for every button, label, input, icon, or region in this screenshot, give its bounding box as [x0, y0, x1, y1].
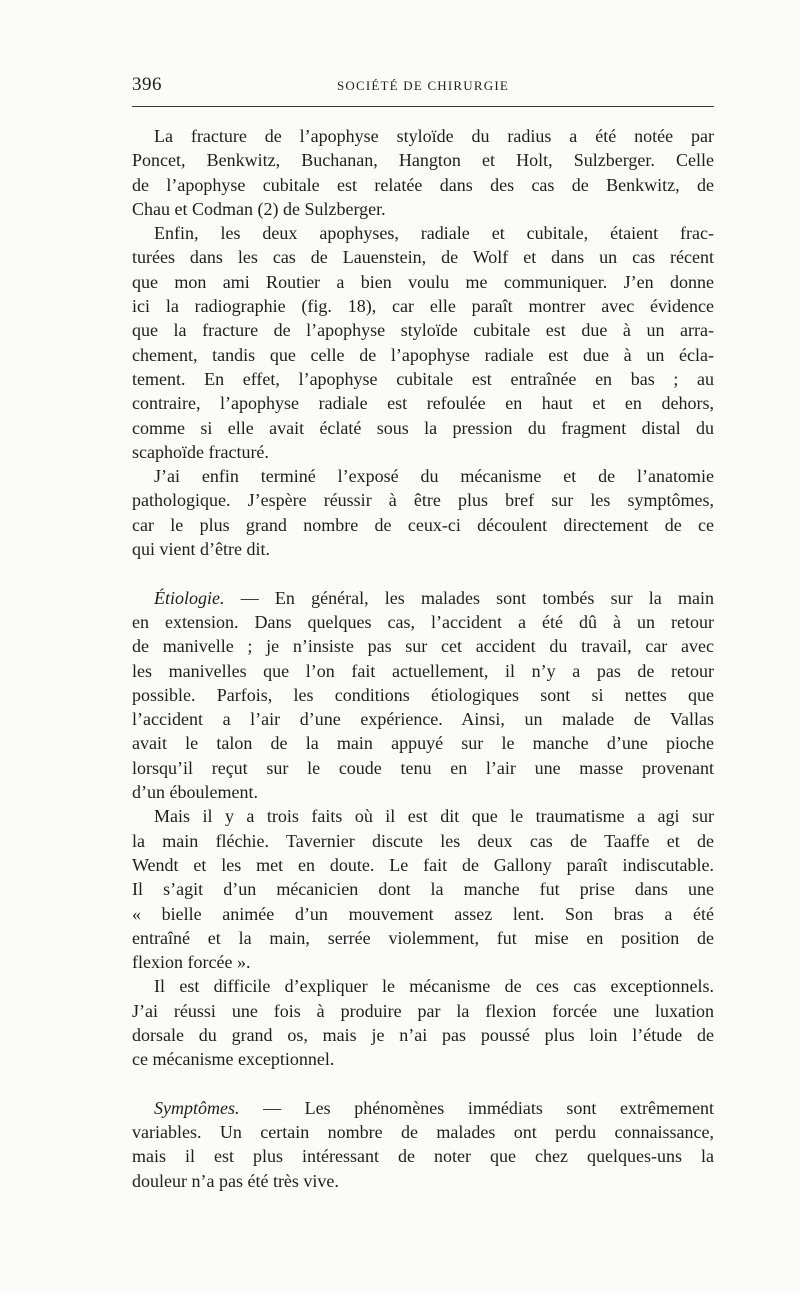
paragraph: [132, 221, 714, 464]
text-line: ici la radiographie (fig. 18), car elle paraît montrer avec évidence: [132, 296, 714, 317]
text-line: l’accident a l’air d’une expérience. Ainsi, un malade de Vallas: [132, 709, 714, 730]
text-line: J’ai réussi une fois à produire par la flexion forcée une luxation: [132, 1000, 714, 1021]
section-etiologie: [132, 586, 714, 805]
text-line: scaphoïde fracturé.: [132, 441, 269, 462]
text-line: turées dans les cas de Lauenstein, de Wolf et dans un cas récent: [132, 247, 714, 268]
text-line: comme si elle avait éclaté sous la pression du fragment distal du: [132, 417, 714, 438]
text-line: Wendt et les met en doute. Le fait de Gallony paraît indiscutable.: [132, 854, 714, 875]
running-head: [132, 70, 714, 100]
section-spacer: [132, 561, 714, 585]
text-line: de l’apophyse cubitale est relatée dans des cas de Benkwitz, de: [132, 174, 714, 195]
text-line: J’ai enfin terminé l’exposé du mécanisme et de l’anatomie: [154, 466, 714, 487]
paragraph: [132, 804, 714, 974]
section-heading: Symptômes.: [154, 1097, 240, 1118]
text-line: dorsale du grand os, mais je n’ai pas poussé plus loin l’étude de: [132, 1024, 714, 1045]
text-line: ce mécanisme exceptionnel.: [132, 1049, 335, 1070]
text-line: mais il est plus intéressant de noter que chez quelques-uns la: [132, 1146, 714, 1167]
body-text: [132, 124, 714, 1193]
text-line: entraîné et la main, serrée violemment, fut mise en position de: [132, 927, 714, 948]
text-line: de manivelle ; je n’insiste pas sur cet accident du travail, car avec: [132, 636, 714, 657]
line-text: — Les phénomènes immédiats sont extrêmement: [239, 1097, 714, 1118]
text-line: pathologique. J’espère réussir à être plus bref sur les symptômes,: [132, 490, 714, 511]
text-line: tement. En effet, l’apophyse cubitale est entraînée en bas ; au: [132, 368, 714, 389]
text-line: Il est difficile d’expliquer le mécanisme de ces cas exceptionnels.: [154, 976, 714, 997]
text-line: Enfin, les deux apophyses, radiale et cubitale, étaient frac-: [154, 223, 714, 244]
section-spacer: [132, 1072, 714, 1096]
text-line: La fracture de l’apophyse styloïde du radius a été notée par: [154, 126, 714, 146]
line-text: — En général, les malades sont tombés sur la main: [224, 587, 714, 608]
text-line: variables. Un certain nombre de malades ont perdu connaissance,: [132, 1122, 714, 1143]
text-line: que la fracture de l’apophyse styloïde cubitale est due à un arra-: [132, 320, 714, 341]
text-line: car le plus grand nombre de ceux-ci découlent directement de ce: [132, 514, 714, 535]
paragraph: [132, 124, 714, 221]
text-line: chement, tandis que celle de l’apophyse radiale est due à un écla-: [132, 344, 714, 365]
text-line: lorsqu’il reçut sur le coude tenu en l’air une masse provenant: [132, 757, 714, 778]
text-line: flexion forcée ».: [132, 952, 251, 973]
text-line: Chau et Codman (2) de Sulzberger.: [132, 198, 386, 219]
text-line: possible. Parfois, les conditions étiologiques sont si nettes que: [132, 684, 714, 705]
text-line: d’un éboulement.: [132, 782, 258, 803]
page-number: 396: [132, 74, 162, 95]
text-line: en extension. Dans quelques cas, l’accident a été dû à un retour: [132, 611, 714, 632]
text-line: la main fléchie. Tavernier discute les deux cas de Taaffe et de: [132, 830, 714, 851]
section-heading: Étiologie.: [154, 587, 225, 608]
text-line: que mon ami Routier a bien voulu me communiquer. J’en donne: [132, 271, 714, 292]
text-line: douleur n’a pas été très vive.: [132, 1170, 339, 1191]
text-line: contraire, l’apophyse radiale est refoulée en haut et en dehors,: [132, 393, 714, 414]
paragraph: [132, 464, 714, 561]
section-symptomes: [132, 1096, 714, 1193]
running-title: SOCIÉTÉ DE CHIRURGIE: [336, 78, 510, 93]
text-line: Il s’agit d’un mécanicien dont la manche fut prise dans une: [132, 879, 714, 900]
text-line: [132, 1096, 714, 1120]
paragraph: [132, 974, 714, 1071]
text-line: Mais il y a trois faits où il est dit que le traumatisme a agi sur: [154, 806, 714, 827]
text-line: avait le talon de la main appuyé sur le manche d’une pioche: [132, 733, 714, 754]
text-line: qui vient d’être dit.: [132, 539, 270, 560]
text-line: les manivelles que l’on fait actuellement, il n’y a pas de retour: [132, 660, 714, 681]
text-line: Poncet, Benkwitz, Buchanan, Hangton et Holt, Sulzberger. Celle: [132, 150, 714, 171]
text-line: « bielle animée d’un mouvement assez lent. Son bras a été: [132, 903, 714, 924]
header-rule: [132, 106, 714, 107]
text-line: [132, 586, 714, 610]
